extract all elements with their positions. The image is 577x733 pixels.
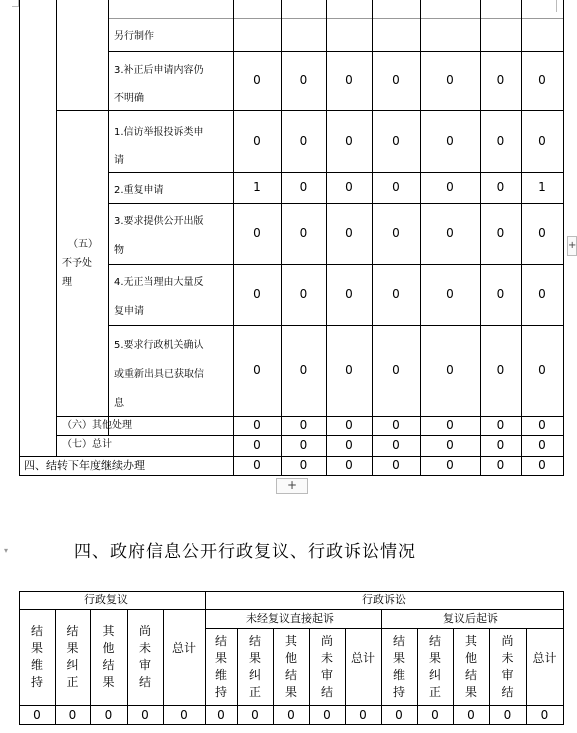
- column-label: 总计: [532, 650, 557, 665]
- disposal-cell: 0: [299, 363, 308, 377]
- disposal-cell: 0: [496, 226, 505, 240]
- disposal-cell: 0: [345, 180, 353, 194]
- disposal-cell: 0: [345, 226, 353, 240]
- disposal-cell: 0: [496, 287, 505, 301]
- row-label-confirm-3: 息: [114, 398, 124, 409]
- disposal-cell: 0: [392, 438, 400, 452]
- review-cell: 0: [251, 708, 259, 722]
- row-label-repeat: 2.重复申请: [114, 185, 164, 196]
- disposal-cell: 0: [538, 363, 546, 377]
- review-cell: 0: [431, 708, 439, 722]
- review-cell: 0: [180, 708, 188, 722]
- disposal-cell: 0: [345, 134, 353, 148]
- column-label: 其他结果: [464, 633, 477, 699]
- column-label: 结果纠正: [428, 633, 441, 699]
- row-label-publication-2: 物: [114, 245, 124, 256]
- disposal-cell: 0: [538, 73, 546, 87]
- column-label: 结果纠正: [248, 633, 261, 699]
- disposal-cell: 0: [299, 134, 308, 148]
- row-label-petition: 1.信访举报投诉类申: [114, 127, 204, 138]
- page-corner-mark: [12, 0, 19, 7]
- disposal-cell: 0: [446, 458, 454, 472]
- disposal-cell: 0: [446, 287, 454, 301]
- disposal-cell: 0: [392, 134, 400, 148]
- review-header: 行政复议: [84, 593, 128, 606]
- group-label-not-processed-3: 理: [62, 277, 72, 288]
- review-cell: 0: [104, 708, 113, 722]
- column-label: 结果维持: [214, 633, 227, 699]
- column-label: 总计: [350, 650, 375, 665]
- disposal-cell: 1: [253, 180, 261, 194]
- after-review-header: 复议后起诉: [443, 612, 498, 625]
- column-label: 其他结果: [284, 633, 297, 699]
- review-cell: 0: [395, 708, 403, 722]
- disposal-cell: 0: [446, 226, 454, 240]
- review-cell: 0: [217, 708, 225, 722]
- row-label-produce: 另行制作: [114, 31, 154, 42]
- page-corner-mark-right: [556, 0, 563, 12]
- column-label: 尚未审结: [320, 633, 333, 699]
- disposal-cell: 0: [446, 363, 454, 377]
- disposal-cell: 0: [446, 180, 454, 194]
- disposal-cell: 0: [392, 180, 400, 194]
- disposal-cell: 0: [299, 287, 308, 301]
- review-cell: 0: [287, 708, 295, 722]
- disposal-cell: 0: [538, 226, 546, 240]
- review-cell: 0: [323, 708, 331, 722]
- disposal-cell: 0: [253, 73, 261, 87]
- disposal-cell: 0: [392, 287, 400, 301]
- collapse-marker-icon: ▾: [4, 546, 9, 555]
- disposal-cell: 0: [253, 363, 261, 377]
- disposal-cell: 0: [496, 73, 505, 87]
- disposal-cell: 0: [392, 458, 400, 472]
- disposal-cell: 0: [253, 438, 261, 452]
- disposal-cell: 0: [345, 73, 353, 87]
- disposal-cell: 0: [538, 287, 546, 301]
- disposal-cell: 0: [496, 418, 505, 432]
- disposal-cell: 0: [299, 73, 308, 87]
- disposal-cell: 0: [496, 134, 505, 148]
- row-label-mass-repeat: 4.无正当理由大量反: [114, 277, 204, 288]
- row-label-other: （六）其他处理: [62, 420, 132, 431]
- row-label-confirm-2: 或重新出具已获取信: [114, 369, 204, 380]
- row-label-total: （七）总计: [62, 439, 112, 450]
- disposal-cell: 0: [446, 418, 454, 432]
- disposal-cell: 0: [299, 180, 308, 194]
- disposal-cell: 0: [538, 418, 546, 432]
- row-label-publication: 3.要求提供公开出版: [114, 216, 204, 227]
- disposal-cell: 0: [253, 458, 261, 472]
- disposal-cell: 0: [253, 134, 261, 148]
- review-cell: 0: [141, 708, 149, 722]
- disposal-cell: 0: [538, 438, 546, 452]
- add-row-button[interactable]: +: [276, 478, 308, 494]
- column-label: 尚未审结: [501, 633, 514, 699]
- column-label: 结果维持: [392, 633, 405, 699]
- disposal-cell: 0: [538, 134, 546, 148]
- direct-litigation-header: 未经复议直接起诉: [246, 612, 334, 625]
- disposal-cell: 0: [345, 287, 353, 301]
- row-label-mass-repeat-2: 复申请: [114, 306, 144, 317]
- litigation-header: 行政诉讼: [362, 593, 406, 606]
- row-label-unclear: 3.补正后申请内容仍: [114, 65, 204, 76]
- disposal-cell: 0: [345, 418, 353, 432]
- disposal-cell: 0: [253, 287, 261, 301]
- disposal-cell: 0: [253, 226, 261, 240]
- row-label-carry-over: 四、结转下年度继续办理: [24, 459, 145, 472]
- disposal-cell: 0: [253, 418, 261, 432]
- disposal-cell: 0: [446, 438, 454, 452]
- column-label: 总计: [171, 641, 196, 655]
- review-cell: 0: [467, 708, 475, 722]
- disposal-cell: 0: [392, 363, 400, 377]
- disposal-cell: 0: [496, 180, 505, 194]
- disposal-cell: 0: [496, 438, 505, 452]
- disposal-cell: 0: [299, 438, 308, 452]
- disposal-cell: 0: [345, 458, 353, 472]
- column-label: 结果维持: [30, 624, 43, 689]
- review-cell: 0: [68, 708, 77, 722]
- row-label-unclear-2: 不明确: [114, 93, 144, 104]
- disposal-cell: 0: [299, 226, 308, 240]
- disposal-cell: 0: [345, 363, 353, 377]
- disposal-cell: 0: [392, 418, 400, 432]
- disposal-cell: 0: [299, 418, 308, 432]
- group-label-not-processed: （五）: [68, 239, 98, 250]
- disposal-cell: 0: [392, 73, 400, 87]
- side-expand-button[interactable]: +: [567, 236, 577, 256]
- disposal-cell: 0: [446, 73, 454, 87]
- column-label: 其他结果: [102, 624, 115, 689]
- group-label-not-processed-2: 不予处: [62, 258, 92, 269]
- row-label-petition-2: 请: [114, 155, 124, 166]
- disposal-cell: 0: [345, 438, 353, 452]
- disposal-cell: 0: [446, 134, 454, 148]
- disposal-cell: 0: [299, 458, 308, 472]
- disposal-cell: 1: [538, 180, 546, 194]
- disposal-cell: 0: [496, 458, 505, 472]
- row-label-confirm: 5.要求行政机关确认: [114, 340, 204, 351]
- review-cell: 0: [503, 708, 512, 722]
- review-cell: 0: [359, 708, 367, 722]
- review-cell: 0: [540, 708, 549, 722]
- column-label: 结果纠正: [66, 624, 79, 689]
- column-label: 尚未审结: [138, 624, 151, 689]
- disposal-cell: 0: [392, 226, 400, 240]
- disposal-cell: 0: [496, 363, 505, 377]
- disposal-cell: 0: [538, 458, 546, 472]
- section-title: 四、政府信息公开行政复议、行政诉讼情况: [74, 542, 416, 562]
- review-cell: 0: [33, 708, 41, 722]
